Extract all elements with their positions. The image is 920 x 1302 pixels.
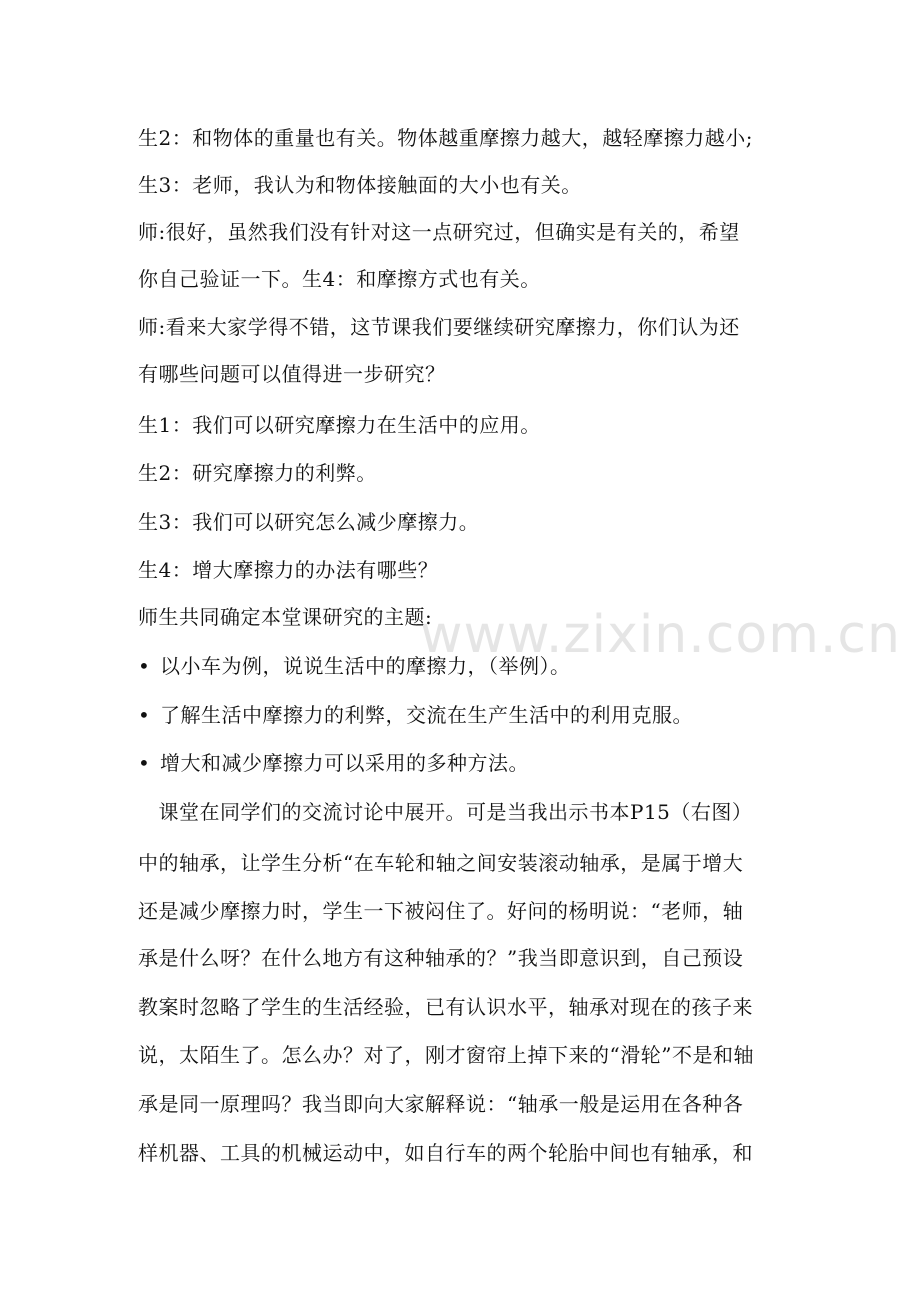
bullet-item xyxy=(138,700,788,730)
paragraph-line: 说，太陌生了。怎么办？对了，刚才窗帘上掉下来的“滑轮”不是和轴 xyxy=(138,1043,754,1067)
bullet-marker: • xyxy=(138,751,151,775)
text-line: 生3：老师，我认为和物体接触面的大小也有关。 xyxy=(138,173,582,197)
paragraph-line: 承是同一原理吗？我当即向大家解释说：“轴承一般是运用在各种各 xyxy=(138,1092,744,1116)
bullet-text: 增大和减少摩擦力可以采用的多种方法。 xyxy=(160,751,529,775)
watermark: www.zixin.com.cn xyxy=(420,605,901,665)
text-line: 生2：研究摩擦力的利弊。 xyxy=(138,461,377,485)
paragraph-line: 教案时忽略了学生的生活经验，已有认识水平，轴承对现在的孩子来 xyxy=(138,995,753,1019)
paragraph-line: 中的轴承，让学生分析“在车轮和轴之间安装滚动轴承，是属于增大 xyxy=(138,851,744,875)
paragraph-line: 承是什么呀？在什么地方有这种轴承的？”我当即意识到，自己预设 xyxy=(138,946,744,970)
paragraph-line: 课堂在同学们的交流讨论中展开。可是当我出示书本P15（右图） xyxy=(138,800,753,824)
bullet-marker: • xyxy=(138,703,151,727)
bullet-marker: • xyxy=(138,654,151,678)
paragraph-line: 样机器、工具的机械运动中，如自行车的两个轮胎中间也有轴承，和 xyxy=(138,1141,753,1165)
text-line: 师生共同确定本堂课研究的主题: xyxy=(138,605,433,629)
bullet-text: 了解生活中摩擦力的利弊，交流在生产生活中的利用克服。 xyxy=(160,703,693,727)
bullet-item xyxy=(138,651,788,681)
text-line: 师:很好，虽然我们没有针对这一点研究过，但确实是有关的，希望 xyxy=(138,220,740,244)
text-line: 生4：增大摩擦力的办法有哪些？ xyxy=(138,558,439,582)
bullet-item xyxy=(138,748,788,778)
text-line: 生2：和物体的重量也有关。物体越重摩擦力越大，越轻摩擦力越小; xyxy=(138,126,753,150)
text-line: 生3：我们可以研究怎么减少摩擦力。 xyxy=(138,510,480,534)
text-line: 生1：我们可以研究摩擦力在生活中的应用。 xyxy=(138,413,541,437)
text-line: 师:看来大家学得不错，这节课我们要继续研究摩擦力，你们认为还 xyxy=(138,315,740,339)
text-line: 有哪些问题可以值得进一步研究？ xyxy=(138,362,446,386)
text-line: 你自己验证一下。生4：和摩擦方式也有关。 xyxy=(138,267,541,291)
bullet-text: 以小车为例，说说生活中的摩擦力，（举例）。 xyxy=(160,654,571,678)
paragraph-line: 还是减少摩擦力时，学生一下被闷住了。好问的杨明说：“老师，轴 xyxy=(138,899,744,923)
